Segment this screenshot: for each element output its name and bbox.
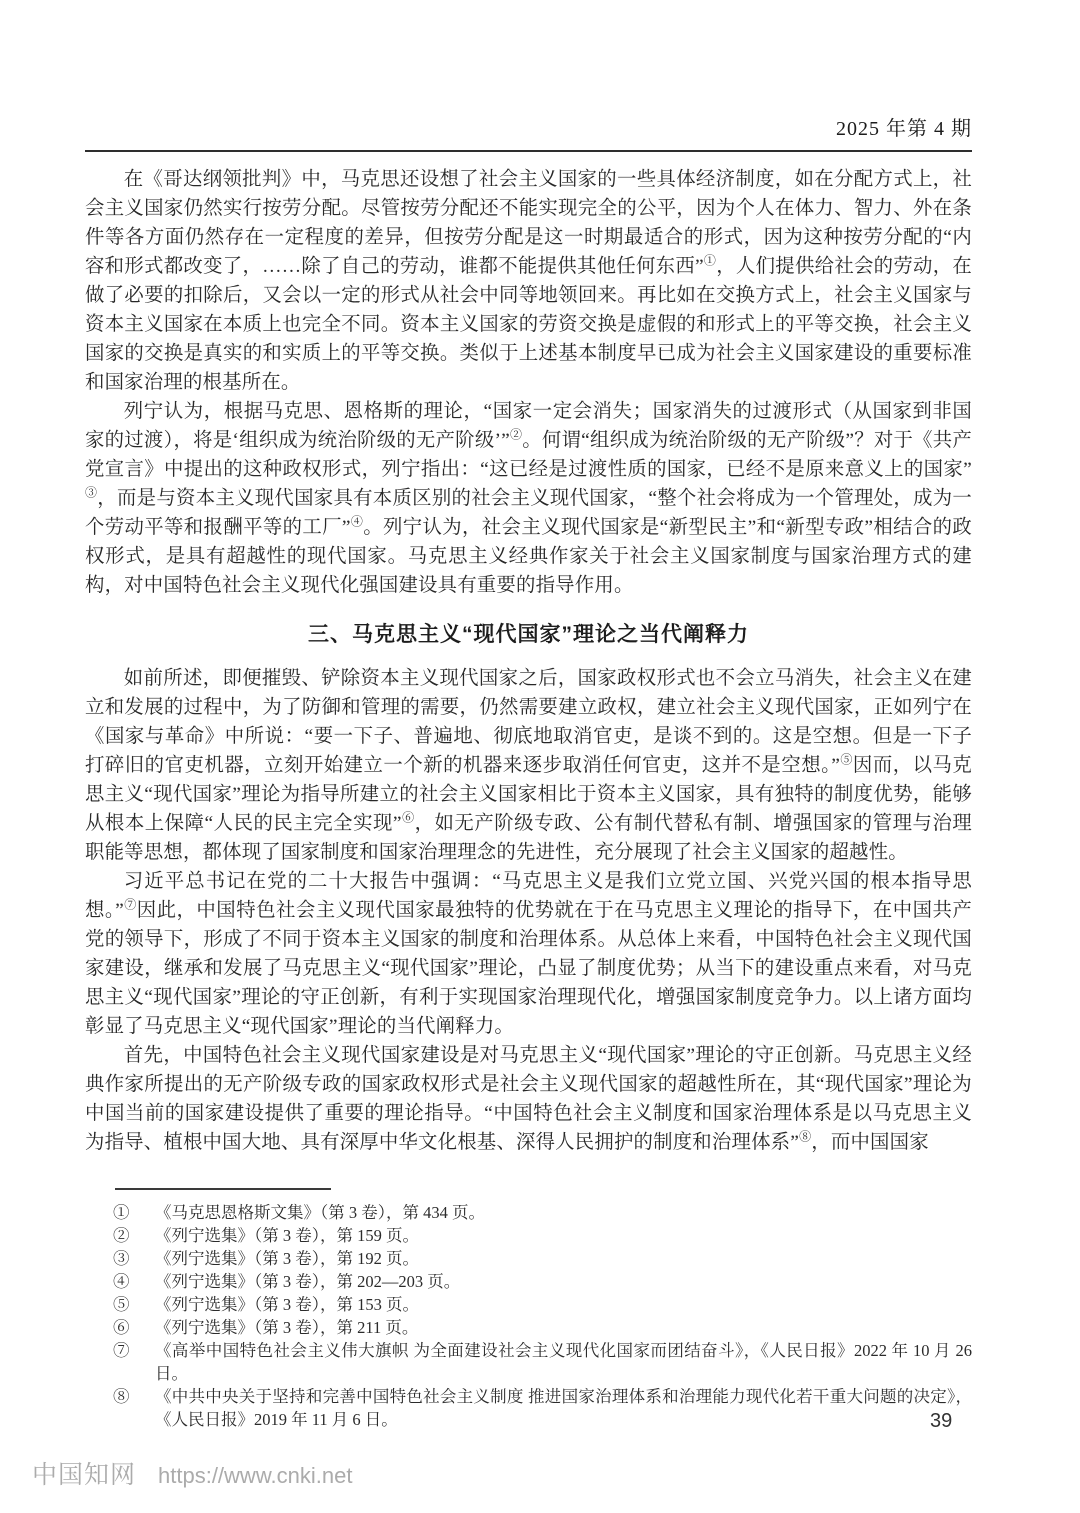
section-heading: 三、马克思主义“现代国家”理论之当代阐释力	[308, 623, 749, 646]
body-paragraph: 如前所述，即便摧毁、铲除资本主义现代国家之后，国家政权形式也不会立马消失，社会主义在建立和发展的过程中，为了防御和管理的需要，仍然需要建立政权，建立社会主义现代国家，正如列宁在《国家与革命》中所说：“要一下子、普遍地、彻底地取消官吏，是谈不到的。这是空想。但是一下子打碎旧的官吏机器，立刻开始建立一个新的机器来逐步取消任何官吏，这并不是空想。”⑤因而，以马克思主义“现代国家”理论为指导所建立的社会主义国家相比于资本主义国家，具有独特的制度优势，能够从根本上保障“人民的民主完全实现”⑥，如无产阶级专政、公有制代替私有制、增强国家的管理与治理职能等思想，都体现了国家制度和国家治理理念的先进性，充分展现了社会主义国家的超越性。	[85, 668, 972, 863]
footnote-ref: ⑥	[401, 810, 415, 825]
footnote	[85, 1316, 972, 1339]
paragraph-group-1	[85, 165, 972, 600]
body-paragraph: 列宁认为，根据马克思、恩格斯的理论，“国家一定会消失；国家消失的过渡形式（从国家到非国家的过渡），将是‘组织成为统治阶级的无产阶级’”②。何谓“组织成为统治阶级的无产阶级”？对于《共产党宣言》中提出的这种政权形式，列宁指出：“这已经是过渡性质的国家，已经不是原来意义上的国家”③，而是与资本主义现代国家具有本质区别的社会主义现代国家，“整个社会将成为一个管理处，成为一个劳动平等和报酬平等的工厂”④。列宁认为，社会主义现代国家是“新型民主”和“新型专政”相结合的政权形式，是具有超越性的现代国家。马克思主义经典作家关于社会主义国家制度与国家治理方式的建构，对中国特色社会主义现代化强国建设具有重要的指导作用。	[85, 401, 973, 596]
footnote-marker: ⑦	[113, 1341, 130, 1360]
footnote-text: 《列宁选集》（第 3 卷），第 202—203 页。	[155, 1272, 461, 1291]
footnote	[85, 1201, 972, 1224]
body-paragraph: 首先，中国特色社会主义现代国家建设是对马克思主义“现代国家”理论的守正创新。马克思主义经典作家所提出的无产阶级专政的国家政权形式是社会主义现代国家的超越性所在，其“现代国家”理论为中国当前的国家建设提供了重要的理论指导。“中国特色社会主义制度和国家治理体系是以马克思主义为指导、植根中国大地、具有深厚中华文化根基、深得人民拥护的制度和治理体系”⑧，而中国国家	[85, 1045, 972, 1153]
footnote-text: 《列宁选集》（第 3 卷），第 192 页。	[155, 1249, 419, 1268]
footnote-ref: ⑧	[799, 1129, 812, 1144]
footnote-text: 《高举中国特色社会主义伟大旗帜 为全面建设社会主义现代化国家而团结奋斗》，《人民日报》2022 年 10 月 26 日。	[155, 1341, 972, 1383]
cnki-watermark	[32, 1455, 352, 1491]
page-number: 39	[930, 1410, 953, 1432]
body-paragraph: 习近平总书记在党的二十大报告中强调：“马克思主义是我们立党立国、兴党兴国的根本指导思想。”⑦因此，中国特色社会主义现代国家最独特的优势就在于在马克思主义理论的指导下，在中国共产党的领导下，形成了不同于资本主义国家的制度和治理体系。从总体上来看，中国特色社会主义现代国家建设，继承和发展了马克思主义“现代国家”理论，凸显了制度优势；从当下的建设重点来看，对马克思主义“现代国家”理论的守正创新，有利于实现国家治理现代化，增强国家制度竞争力。以上诸方面均彰显了马克思主义“现代国家”理论的当代阐释力。	[85, 871, 972, 1037]
footnote-marker: ⑤	[113, 1295, 130, 1314]
footnote-text: 《列宁选集》（第 3 卷），第 153 页。	[155, 1295, 419, 1314]
footnote-text: 《列宁选集》（第 3 卷），第 211 页。	[155, 1318, 419, 1337]
paragraph-group-2	[85, 664, 972, 1157]
footnote	[85, 1270, 972, 1293]
body-paragraph: 在《哥达纲领批判》中，马克思还设想了社会主义国家的一些具体经济制度，如在分配方式上，社会主义国家仍然实行按劳分配。尽管按劳分配还不能实现完全的公平，因为个人在体力、智力、外在条件等各方面仍然存在一定程度的差异，但按劳分配是这一时期最适合的形式，因为这种按劳分配的“内容和形式都改变了，……除了自己的劳动，谁都不能提供其他任何东西”①，人们提供给社会的劳动，在做了必要的扣除后，又会以一定的形式从社会中同等地领回来。再比如在交换方式上，社会主义国家与资本主义国家在本质上也完全不同。资本主义国家的劳资交换是虚假的和形式上的平等交换，社会主义国家的交换是真实的和实质上的平等交换。类似于上述基本制度早已成为社会主义国家建设的重要标准和国家治理的根基所在。	[85, 169, 972, 393]
footnote	[85, 1339, 972, 1385]
footnote-marker: ④	[113, 1272, 130, 1291]
footnote	[85, 1247, 972, 1270]
cnki-url-text: https://www.cnki.net	[158, 1463, 353, 1488]
footnote-list	[85, 1201, 972, 1431]
footnote-marker: ①	[113, 1203, 130, 1222]
footnote-ref: ①	[703, 253, 717, 268]
footnote-ref: ②	[509, 427, 523, 442]
footnote-ref: ⑤	[840, 752, 853, 767]
footnote-marker: ⑥	[113, 1318, 130, 1337]
footnote-ref: ⑦	[123, 897, 137, 912]
footnote-ref: ④	[350, 514, 364, 529]
footnote-text: 《马克思恩格斯文集》（第 3 卷），第 434 页。	[155, 1203, 485, 1222]
footnote	[85, 1293, 972, 1316]
footnote	[85, 1385, 972, 1431]
footnote-marker: ⑧	[113, 1387, 130, 1406]
footnote-text: 《中共中央关于坚持和完善中国特色社会主义制度 推进国家治理体系和治理能力现代化若干重大问题的决定》，《人民日报》2019 年 11 月 6 日。	[155, 1387, 972, 1429]
footnote-ref: ③	[85, 485, 98, 500]
cnki-brand-text: 中国知网	[32, 1461, 137, 1489]
footnote	[85, 1224, 972, 1247]
footnote-marker: ③	[113, 1249, 130, 1268]
footnotes-block	[85, 1188, 972, 1431]
header-rule	[85, 150, 972, 152]
footnote-separator	[115, 1188, 331, 1190]
journal-issue: 2025 年第 4 期	[836, 118, 972, 140]
footnote-marker: ②	[113, 1226, 130, 1245]
footnote-text: 《列宁选集》（第 3 卷），第 159 页。	[155, 1226, 419, 1245]
